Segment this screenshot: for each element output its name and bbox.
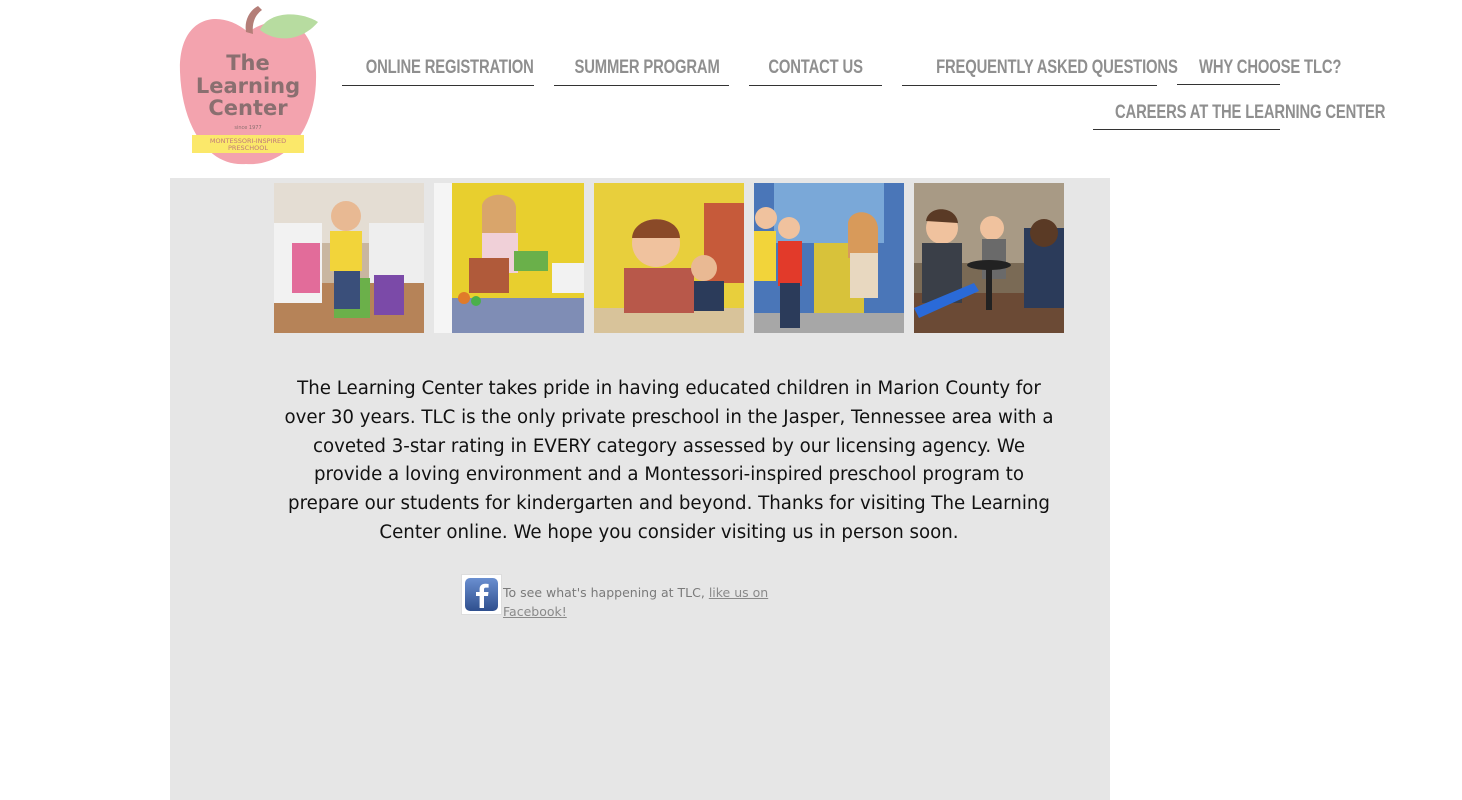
nav-online-registration[interactable]: ONLINE REGISTRATION (342, 51, 534, 86)
logo-line1: The (226, 51, 270, 75)
photo-image (274, 183, 424, 333)
logo-line3: Center (208, 96, 288, 120)
content-panel (170, 178, 1110, 800)
nav-why-choose-tlc[interactable]: WHY CHOOSE TLC? (1177, 51, 1280, 85)
facebook-button[interactable] (461, 574, 502, 615)
facebook-icon (462, 575, 501, 614)
boy-drawing-photo (594, 183, 744, 333)
photo-image (594, 183, 744, 333)
girl-stacking-blocks-photo (434, 183, 584, 333)
photo-image (434, 183, 584, 333)
photo-image (914, 183, 1064, 333)
intro-paragraph: The Learning Center takes pride in having educated children in Marion County for over 30 years. TLC is the only private preschool in the Jasper, Tennessee area with a coveted 3-star rating in EVERY category assessed by our licensing agency. We provide a loving environment and a Montessori-inspired preschool program to prepare our students for kindergarten and beyond. Thanks for visiting The Learning Center online. We hope you consider visiting us in person soon. (284, 378, 1054, 543)
boys-on-playground-photo (914, 183, 1064, 333)
children-laughing-classroom-photo (754, 183, 904, 333)
boy-at-play-kitchen-photo (274, 183, 424, 333)
logo-since: since 1977 (234, 125, 262, 131)
nav-faq[interactable]: FREQUENTLY ASKED QUESTIONS (902, 51, 1157, 86)
photo-image (754, 183, 904, 333)
facebook-prompt-text: To see what's happening at TLC, (503, 585, 709, 600)
nav-careers[interactable]: CAREERS AT THE LEARNING CENTER (1093, 96, 1280, 130)
nav-summer-program[interactable]: SUMMER PROGRAM (554, 51, 729, 86)
nav-contact-us[interactable]: CONTACT US (749, 51, 882, 86)
site-logo[interactable] (178, 2, 320, 172)
logo-tagline1: MONTESSORI-INSPIRED (209, 137, 287, 145)
logo-line2: Learning (195, 74, 301, 98)
facebook-prompt (503, 583, 793, 621)
facebook-like-link[interactable]: like us on Facebook! (503, 585, 769, 619)
logo-tagline2: PRESCHOOL (228, 144, 268, 152)
apple-logo-icon (178, 2, 320, 172)
